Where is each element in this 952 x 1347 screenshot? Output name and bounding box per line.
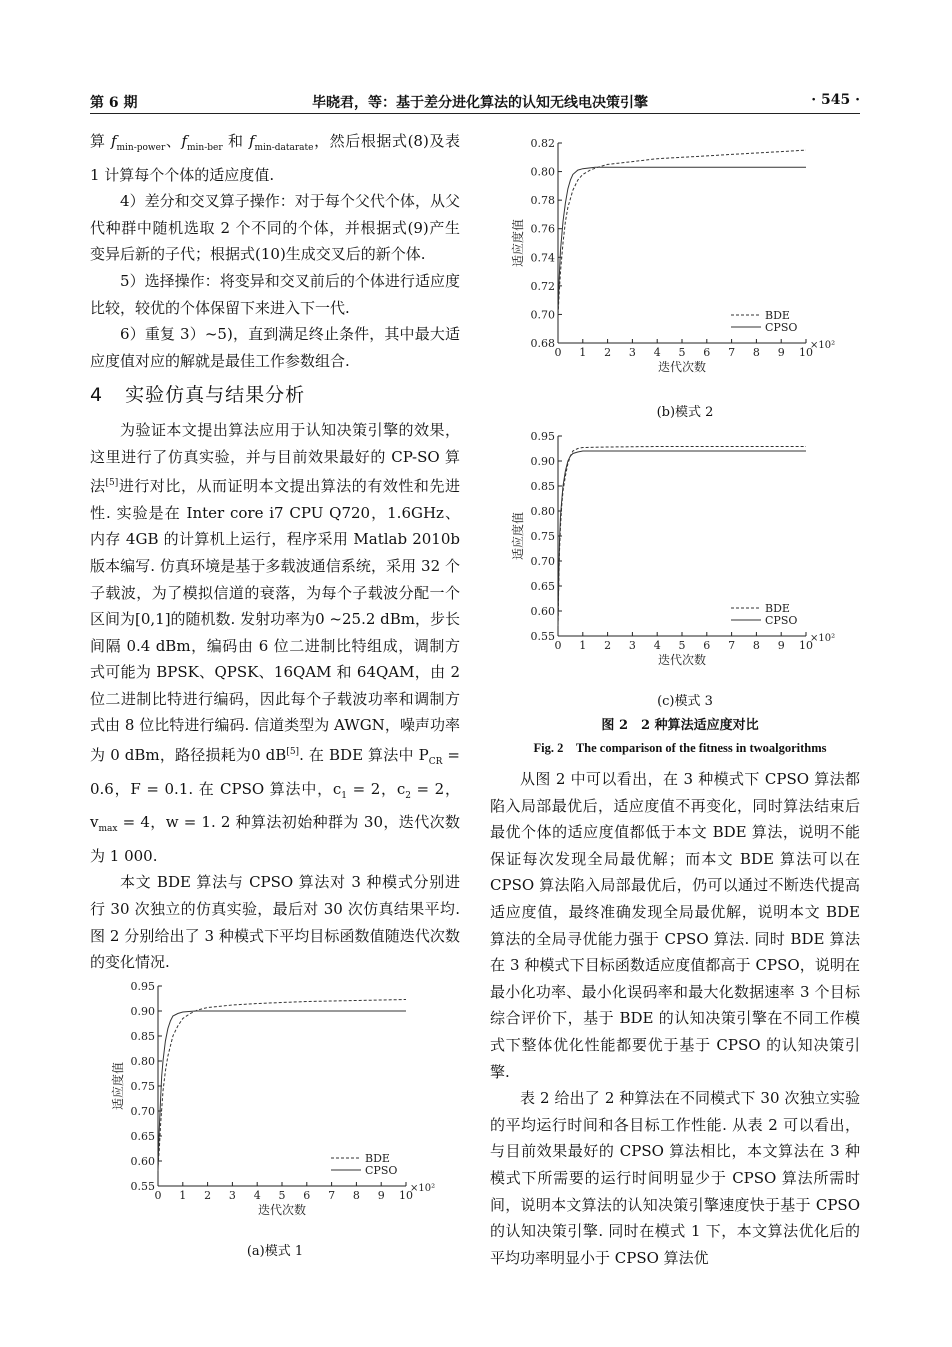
paragraph-experiment-intro: 本文 BDE 算法与 CPSO 算法对 3 种模式分别进行 30 次独立的仿真实验，最后对 30 次仿真结果平均. 图 2 分别给出了 3 种模式下平均目标函数值随迭代次数的变化情况. <box>90 873 460 972</box>
y-tick-label: 0.60 <box>130 1155 155 1168</box>
y-tick-label: 0.80 <box>530 505 555 518</box>
legend-label-bde: BDE <box>765 309 790 322</box>
paragraph-step4: 4）差分和交叉算子操作：对于每个父代个体，从父代种群中随机选取 2 个不同的个体，并根据式(9)产生变异后新的子代；根据式(10)生成交叉后的新个体. <box>90 192 460 264</box>
paragraph-step5: 5）选择操作：将变异和交叉前后的个体进行适应度比较，较优的个体保留下来进入下一代. <box>90 271 460 317</box>
series-line-cpso <box>558 167 806 314</box>
chart-mode-3-caption: (c)模式 3 <box>657 694 713 709</box>
y-tick-label: 0.70 <box>130 1105 155 1118</box>
chart-mode-3 <box>500 428 840 673</box>
x-tick-label: 10 <box>799 346 813 359</box>
paragraph-step3-end: 算 $f_{min-power}$、$f_{min-ber}$ 和 $f_{min-datarate}$，然后根据式(8)及表 1 计算每个个体的适应度值. <box>90 132 460 184</box>
x-axis-label: 迭代次数 <box>657 653 707 667</box>
legend-label-cpso: CPSO <box>765 321 798 334</box>
chart-mode-1-caption: (a)模式 1 <box>246 1244 304 1259</box>
x-tick-label: 0 <box>554 346 562 359</box>
series-line-cpso <box>158 1011 406 1171</box>
x-tick-label: 2 <box>204 1189 212 1202</box>
y-tick-label: 0.78 <box>530 194 555 208</box>
x-tick-label: 10 <box>799 639 813 652</box>
y-tick-label: 0.65 <box>530 580 555 593</box>
section-title: 实验仿真与结果分析 <box>125 384 306 407</box>
legend-label-cpso: CPSO <box>365 1164 398 1177</box>
chart-mode-2-caption: (b)模式 2 <box>656 405 714 420</box>
right-column <box>490 766 860 1271</box>
y-tick-label: 0.68 <box>530 337 555 350</box>
x-tick-label: 1 <box>579 346 587 359</box>
x-tick-label: 8 <box>752 346 760 359</box>
header-issue: 第 6 期 <box>90 95 138 111</box>
x-tick-label: 9 <box>777 639 785 652</box>
paragraph-step6: 6）重复 3）~5)，直到满足终止条件，其中最大适应度值对应的解就是最佳工作参数组合. <box>90 325 460 370</box>
x-tick-label: 6 <box>703 346 711 359</box>
figure-caption-en: Fig. 2 The comparison of the fitness in twoalgorithms <box>533 741 827 755</box>
y-tick-label: 0.85 <box>530 480 555 493</box>
x-tick-label: 8 <box>752 639 760 652</box>
left-column <box>90 128 460 976</box>
y-tick-label: 0.65 <box>130 1130 155 1143</box>
x-tick-label: 6 <box>303 1189 311 1202</box>
y-tick-label: 0.72 <box>530 279 555 293</box>
legend-label-bde: BDE <box>765 602 790 615</box>
y-tick-label: 0.74 <box>530 251 555 265</box>
x-multiplier: ×10² <box>810 340 836 351</box>
x-tick-label: 5 <box>678 639 686 652</box>
x-tick-label: 1 <box>179 1189 187 1202</box>
x-tick-label: 0 <box>554 639 562 652</box>
y-tick-label: 0.70 <box>530 308 555 322</box>
section-heading <box>90 382 460 409</box>
x-tick-label: 0 <box>154 1189 162 1202</box>
series-line-bde <box>558 150 806 314</box>
y-axis-label: 适应度值 <box>111 1061 125 1111</box>
x-tick-label: 2 <box>604 346 612 359</box>
y-axis-label: 适应度值 <box>511 218 525 268</box>
y-tick-label: 0.55 <box>530 630 555 643</box>
y-tick-label: 0.75 <box>530 530 555 543</box>
paragraph-experiment-setup: 为验证本文提出算法应用于认知决策引擎的效果，这里进行了仿真实验，并与目前效果最好的 CP-SO 算法[5]进行对比，从而证明本文提出算法的有效性和先进性. 实验是在 Inter core i7 CPU Q720，1.6GHz、内存 4GB 的计算机上运行，程序采用 Matlab 2010b 版本编写. 仿真环境是基于多载波通信系统，采用 32 个子载波，为了模拟信道的衰落，为每个子载波分配一个区间为[0,1]的随机数. 发射功率为0 ~25.2 dBm，步长间隔 0.4 dBm，编码由 6 位二进制比特组成，调制方式可能为 BPSK、QPSK、16QAM 和 64QAM，由 2 位二进制比特进行编码，因此每个子载波功率和调制方式由 8 位比特进行编码. 信道类型为 AWGN，噪声功率为 0 dBm，路径损耗为0 dB[5]. 在 BDE 算法中 $P_{CR} = 0.6$，F = 0.1. 在 CPSO 算法中，$c_1 = 2$，$c_2 = 2$，$v_{max} = 4$，w = 1. 2 种算法初始种群为 30，迭代次数为 1 000. <box>90 420 460 865</box>
x-axis-label: 迭代次数 <box>657 360 707 374</box>
x-tick-label: 10 <box>399 1189 413 1202</box>
x-tick-label: 4 <box>653 639 661 652</box>
y-tick-label: 0.95 <box>130 980 155 993</box>
x-tick-label: 1 <box>579 639 587 652</box>
x-tick-label: 7 <box>728 346 736 359</box>
y-tick-label: 0.95 <box>530 430 555 443</box>
y-tick-label: 0.55 <box>130 1180 155 1193</box>
y-tick-label: 0.75 <box>130 1080 155 1093</box>
y-axis-label: 适应度值 <box>511 511 525 561</box>
x-tick-label: 7 <box>728 639 736 652</box>
section-number: 4 <box>90 384 104 407</box>
x-multiplier: ×10² <box>410 1183 436 1194</box>
series-line-bde <box>158 1000 406 1167</box>
header-title: 毕晓君，等：基于差分进化算法的认知无线电决策引擎 <box>312 95 648 111</box>
y-tick-label: 0.90 <box>530 455 555 468</box>
y-tick-label: 0.90 <box>130 1005 155 1018</box>
y-tick-label: 0.80 <box>130 1055 155 1068</box>
x-tick-label: 2 <box>604 639 612 652</box>
paragraph-table2-intro: 表 2 给出了 2 种算法在不同模式下 30 次独立实验的平均运行时间和各目标工作性能. 从表 2 可以看出，与目前效果最好的 CPSO 算法相比，本文算法在 3 种模式下所需要的运行时间明显少于 CPSO 算法所需时间，说明本文算法的认知决策引擎速度快于基于 CPSO 的认知决策引擎. 同时在模式 1 下，本文算法优化后的平均功率明显小于 CPSO 算法优 <box>490 1089 860 1267</box>
series-line-bde <box>558 447 806 627</box>
y-tick-label: 0.70 <box>530 555 555 568</box>
legend-label-cpso: CPSO <box>765 614 798 627</box>
legend-label-bde: BDE <box>365 1152 390 1165</box>
y-tick-label: 0.76 <box>530 222 555 236</box>
x-tick-label: 5 <box>678 346 686 359</box>
y-tick-label: 0.85 <box>130 1030 155 1043</box>
x-multiplier: ×10² <box>810 633 836 644</box>
header-page: · 545 · <box>811 92 860 108</box>
x-tick-label: 4 <box>253 1189 261 1202</box>
chart-mode-2 <box>500 135 840 380</box>
x-tick-label: 3 <box>628 639 636 652</box>
x-tick-label: 3 <box>628 346 636 359</box>
y-tick-label: 0.60 <box>530 605 555 618</box>
figure-caption-zh: 图 2 2 种算法适应度对比 <box>601 718 759 733</box>
x-tick-label: 5 <box>278 1189 286 1202</box>
x-axis-label: 迭代次数 <box>257 1203 307 1217</box>
x-tick-label: 7 <box>328 1189 336 1202</box>
series-line-cpso <box>558 451 806 626</box>
x-tick-label: 6 <box>703 639 711 652</box>
x-tick-label: 3 <box>228 1189 236 1202</box>
chart-mode-1 <box>100 978 436 1223</box>
x-tick-label: 8 <box>352 1189 360 1202</box>
paragraph-results-analysis: 从图 2 中可以看出，在 3 种模式下 CPSO 算法都陷入局部最优后，适应度值不再变化，同时算法结束后最优个体的适应度值都低于本文 BDE 算法，说明不能保证每次发现全局最优解；而本文 BDE 算法可以在 CPSO 算法陷入局部最优后，仍可以通过不断迭代提高适应度值，最终准确发现全局最优解，说明本文 BDE 算法的全局寻优能力强于 CPSO 算法. 同时 BDE 算法在 3 种模式下目标函数适应度值都高于 CPSO，说明在最小化功率、最小化误码率和最大化数据速率 3 个目标综合评价下，基于 BDE 的认知决策引擎在不同工作模式下整体优化性能都要优于基于 CPSO 的认知决策引擎. <box>490 770 860 1081</box>
x-tick-label: 9 <box>377 1189 385 1202</box>
y-tick-label: 0.82 <box>530 137 555 150</box>
x-tick-label: 9 <box>777 346 785 359</box>
header-rule <box>90 113 860 114</box>
x-tick-label: 4 <box>653 346 661 359</box>
y-tick-label: 0.80 <box>530 165 555 179</box>
